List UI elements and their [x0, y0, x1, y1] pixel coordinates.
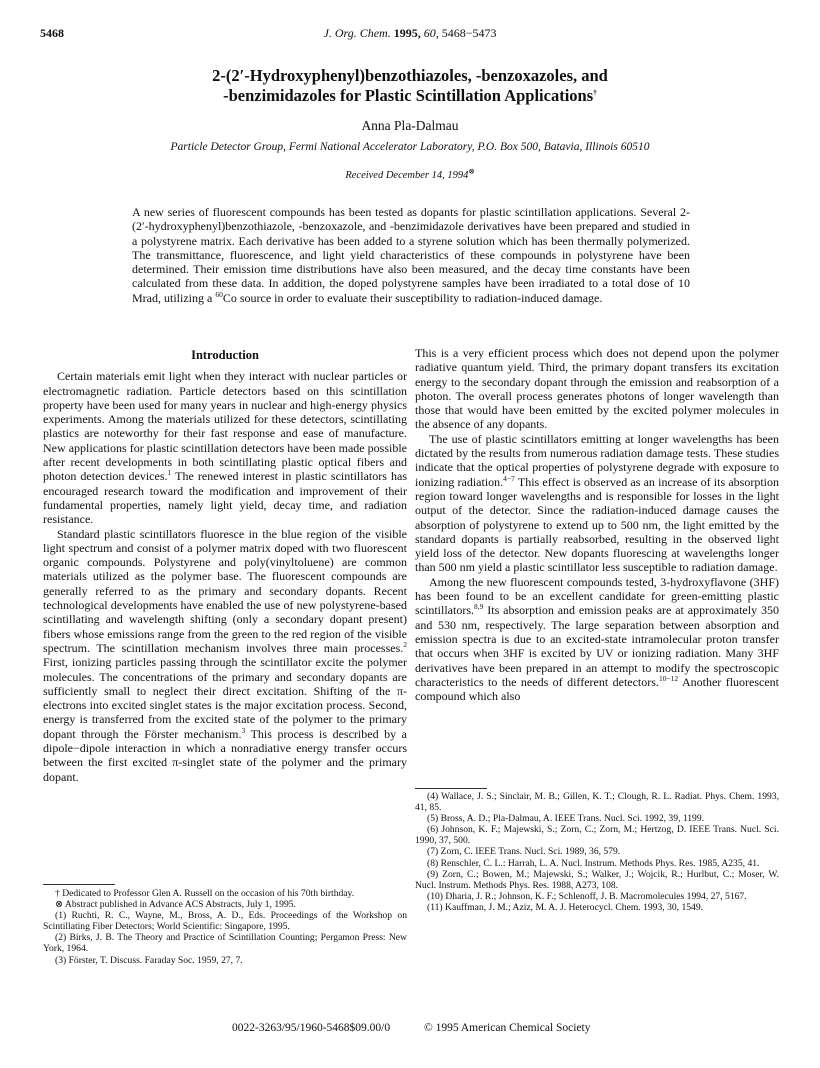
ref-1[interactable]: 1: [167, 468, 172, 478]
received-mark: ⊗: [468, 166, 475, 176]
reference-10: (10) Dharia, J. R.; Johnson, K. F.; Schlenoff, J. B. Macromolecules 1994, 27, 5167.: [427, 890, 747, 902]
ref-2[interactable]: 2: [403, 639, 407, 649]
intro-p2-text-b: First, ionizing particles passing through the scintillator excite the polymer molecules. The concentrations of the primary and secondary dopants are sufficiently small to neglect their direct excitation. Shifting of the π-electrons into excited singlet states is the major excitation process. Second, energy is transferred from the excited state of the polymer to the primary dopant through the Förster mechanism.: [43, 655, 407, 741]
footnotes-left: [43, 888, 407, 966]
footnote-abstract-published: ⊗ Abstract published in Advance ACS Abstracts, July 1, 1995.: [55, 899, 296, 911]
intro-p2-text-c: This process is described by a dipole−dipole interaction in which a nonradiative energy transfer occurs between the first excited π-singlet state of the polymer and the primary dopant.: [43, 726, 407, 784]
ref-3[interactable]: 3: [241, 725, 246, 735]
intro-paragraph-2: [43, 527, 407, 784]
title-line-1: 2-(2′-Hydroxyphenyl)benzothiazoles, -benzoxazoles, and: [212, 66, 608, 85]
received-date: [0, 166, 820, 181]
reference-3: (3) Förster, T. Discuss. Faraday Soc. 1959, 27, 7.: [55, 954, 243, 966]
journal-volume: 60,: [423, 26, 439, 40]
reference-5: (5) Bross, A. D.; Pla-Dalmau, A. IEEE Trans. Nucl. Sci. 1992, 39, 1199.: [427, 813, 705, 825]
ref-10-12[interactable]: 10−12: [658, 673, 679, 683]
received-text: Received December 14, 1994: [345, 170, 469, 181]
right-paragraph-1: This is a very efficient process which does not depend upon the polymer radiative quantum yield. Third, the primary dopant transfers its excitation energy to the secondary dopant through the emission and reabsorption of a photon. The overall process generates photons of longer wavelength than those that would have been emitted by the excited polymer molecules in the absence of any dopants.: [415, 346, 779, 432]
reference-9: (9) Zorn, C.; Bowen, M.; Majewski, S.; Walker, J.; Wojcik, R.; Hurlbut, C.; Moser, W. Nucl. Instrum. Methods Phys. Res. 1988, A273, 108.: [415, 868, 779, 891]
right-p2-text-b: This effect is observed as an increase of its absorption region toward longer wavelengths and is responsible for losses in the light output of the detector. Since the radiation-induced damage causes the absorption of polystyrene to extend up to 500 nm, the light emitted by the standard dopants is partially reabsorbed, resulting in the observed light yield loss of the detector. New dopants fluorescing at wavelengths longer than 500 nm yield a plastic scintillator less susceptible to radiation damage.: [415, 474, 779, 575]
ref-8-9[interactable]: 8,9: [474, 602, 484, 612]
intro-p1-text-b: The renewed interest in plastic scintillators has encouraged research toward the modification and improvement of their fundamental properties, namely light yield, decay time, and radiation resistance.: [43, 469, 408, 527]
left-column: [43, 348, 407, 784]
reference-4: (4) Wallace, J. S.; Sinclair, M. B.; Gillen, K. T.; Clough, R. L. Radiat. Phys. Chem. 1993, 41, 85.: [415, 791, 779, 814]
intro-p1-text-a: Certain materials emit light when they interact with nuclear particles or electromagnetic radiation. Particle detectors based on this scintillation property have been used for many years in nuclear and high-energy physics experiments. Among the materials utilized for these detectors, scintillating plastics are noteworthy for their fast response and ease of manufacture. New applications for plastic scintillation detectors have been made possible after recent developments in both scintillating plastic optical fibers and photon detection devices.: [43, 369, 407, 484]
right-column: [415, 346, 779, 703]
footer-article-code: 0022-3263/95/1960-5468$09.00/0: [232, 1022, 391, 1034]
reference-6: (6) Johnson, K. F.; Majewski, S.; Zorn, C.; Zorn, M.; Hertzog, D. IEEE Trans. Nucl. Sci. 1990, 37, 500.: [415, 824, 779, 847]
footnote-divider-right: [415, 788, 487, 789]
title-line-2: -benzimidazoles for Plastic Scintillation Applications: [223, 86, 594, 105]
reference-8: (8) Renschler, C. L.: Harrah, L. A. Nucl. Instrum. Methods Phys. Res. 1985, A235, 41.: [427, 857, 760, 869]
isotope-mass: 60: [215, 289, 223, 299]
right-p3-text-c: Another fluorescent compound which also: [415, 674, 780, 704]
reference-11: (11) Kauffman, J. M.; Aziz, M. A. J. Heterocycl. Chem. 1993, 30, 1549.: [427, 901, 704, 913]
journal-pages: 5468−5473: [441, 26, 497, 40]
reference-7: (7) Zorn, C. IEEE Trans. Nucl. Sci. 1989, 36, 579.: [427, 846, 621, 858]
abstract-text-2: Co source in order to evaluate their susceptibility to radiation-induced damage.: [222, 290, 603, 305]
running-head: [0, 26, 820, 41]
article-title: [120, 66, 700, 106]
journal-name: J. Org. Chem.: [323, 26, 391, 40]
abstract-text-1: A new series of fluorescent compounds has been tested as dopants for plastic scintillation applications. Several 2-(2′-hydroxyphenyl)benzothiazole, -benzoxazole, and -benzimidazole derivatives have been prepared and studied in a polystyrene matrix. Each derivative has been added to a styrene solution which has been thermally polymerized. The transmittance, fluorescence, and light yield characteristics of these compounds in polystyrene have been determined. Their emission time distributions have also been measured, and the decay time constants have been calculated from these data. In addition, the doped polystyrene samples have been irradiated to a total dose of 10 Mrad, utilizing a: [132, 205, 690, 305]
ref-4-7[interactable]: 4−7: [503, 473, 515, 483]
journal-year: 1995,: [393, 26, 421, 40]
reference-2: (2) Birks, J. B. The Theory and Practice of Scintillation Counting; Pergamon Press: New York, 1964.: [43, 932, 407, 955]
abstract: [132, 205, 690, 305]
right-p2-text-a: The use of plastic scintillators emitting at longer wavelengths has been dictated by the results from numerous radiation damage tests. These studies indicate that the optical properties of polystyrene degrade with exposure to ionizing radiation.: [415, 431, 779, 489]
footnotes-right: [415, 791, 779, 913]
intro-paragraph-1: [43, 369, 407, 526]
author-affiliation: Particle Detector Group, Fermi National Accelerator Laboratory, P.O. Box 500, Batavia, Illinois 60510: [170, 141, 650, 153]
intro-p2-text-a: Standard plastic scintillators fluoresce in the blue region of the visible light spectrum and consist of a polymer matrix doped with two fluorescent organic compounds. Polystyrene and poly(vinyltoluene) are common materials utilized as the polymer base. The fluorescent compounds are generally referred to as the primary and secondary dopants. Recent technological developments have enabled the use of new polystyrene-based scintillating and wavelength shifting (only a secondary dopant present) fibers whose emissions range from the green to the red region of the visible spectrum. The scintillation mechanism involves three main processes.: [43, 526, 407, 655]
right-paragraph-2: [415, 432, 779, 575]
page-number: 5468: [40, 26, 64, 40]
footnote-dedication: † Dedicated to Professor Glen A. Russell on the occasion of his 70th birthday.: [55, 888, 355, 899]
right-p3-text-a: Among the new fluorescent compounds tested, 3-hydroxyflavone (3HF) has been found to be an excellent candidate for green-emitting plastic scintillators.: [415, 574, 779, 618]
right-p3-text-b: Its absorption and emission peaks are at approximately 350 and 530 nm, respectively. The large separation between absorption and emission spectra is due to an excited-state intramolecular proton transfer that occurs when 3HF is excited by UV or ionizing radiation. Many 3HF derivatives have been prepared in an attempt to modify the spectroscopic characteristics to the needs of different detectors.: [415, 603, 779, 689]
title-dagger: †: [593, 87, 597, 97]
footer-copyright: © 1995 American Chemical Society: [424, 1022, 591, 1034]
section-heading-introduction: Introduction: [191, 348, 259, 362]
author-name: Anna Pla-Dalmau: [361, 118, 459, 133]
footnote-divider-left: [43, 884, 115, 885]
right-paragraph-3: [415, 575, 779, 704]
reference-1: (1) Ruchti, R. C., Wayne, M., Bross, A. D., Eds. Proceedings of the Workshop on Scintillating Fiber Detectors; World Scientific: Singapore, 1995.: [43, 910, 407, 933]
